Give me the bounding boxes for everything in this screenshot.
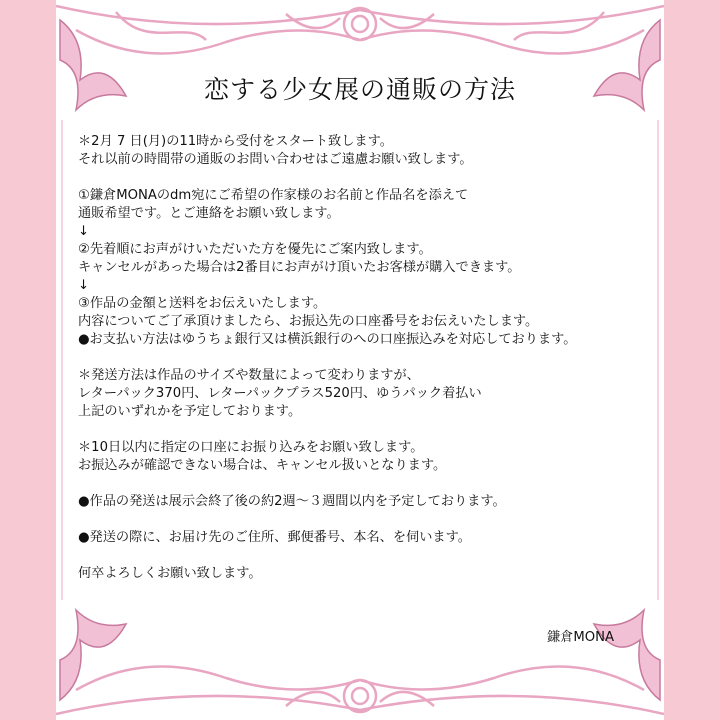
body-line [78,511,658,529]
body-line: それ以前の時間帯の通販のお問い合わせはご遠慮お願い致します。 [78,152,473,167]
body-line: 内容についてご了承頂けましたら、お振込先の口座番号をお伝えいたします。 [78,314,539,329]
page-title: 恋する少女展の通販の方法 [203,75,516,104]
notice-body [78,133,658,583]
body-line: ●お支払い方法はゆうちょ銀行又は横浜銀行のへの口座振込みを対応しております。 [78,332,577,347]
body-line: ●作品の発送は展示会終了後の約2週〜３週間以内を予定しております。 [78,494,506,509]
body-line: ↓ [78,224,90,239]
body-line: ＊2月 7 日(月)の11時から受付をスタート致します。 [78,134,393,149]
body-line: 通販希望です。とご連絡をお願い致します。 [78,206,340,221]
body-line: お振込みが確認できない場合は、キャンセル扱いとなります。 [78,458,447,473]
body-line [78,547,658,565]
body-line: 何卒よろしくお願い致します。 [78,566,262,581]
body-line: ●発送の際に、お届け先のご住所、郵便番号、本名、を伺います。 [78,530,471,545]
body-line: ＊発送方法は作品のサイズや数量によって変わりますが、 [78,368,420,383]
body-line: 上記のいずれかを予定しております。 [78,404,302,419]
body-line: ＊10日以内に指定の口座にお振り込みをお願い致します。 [78,440,424,455]
body-line [78,169,658,187]
signature: 鎌倉MONA [546,630,614,645]
body-line: レターパック370円、レターパックプラス520円、ゆうパック着払い [78,386,482,401]
body-line: ③作品の金額と送料をお伝えいたします。 [78,296,327,311]
body-line: ②先着順にお声がけいただいた方を優先にご案内致します。 [78,242,432,257]
body-line [78,421,658,439]
body-line: ↓ [78,278,90,293]
notice-card [56,0,664,720]
body-line [78,475,658,493]
body-line: キャンセルがあった場合は2番目にお声がけ頂いたお客様が購入できます。 [78,260,521,275]
body-line: ①鎌倉MONAのdm宛にご希望の作家様のお名前と作品名を添えて [78,188,469,203]
body-line [78,349,658,367]
